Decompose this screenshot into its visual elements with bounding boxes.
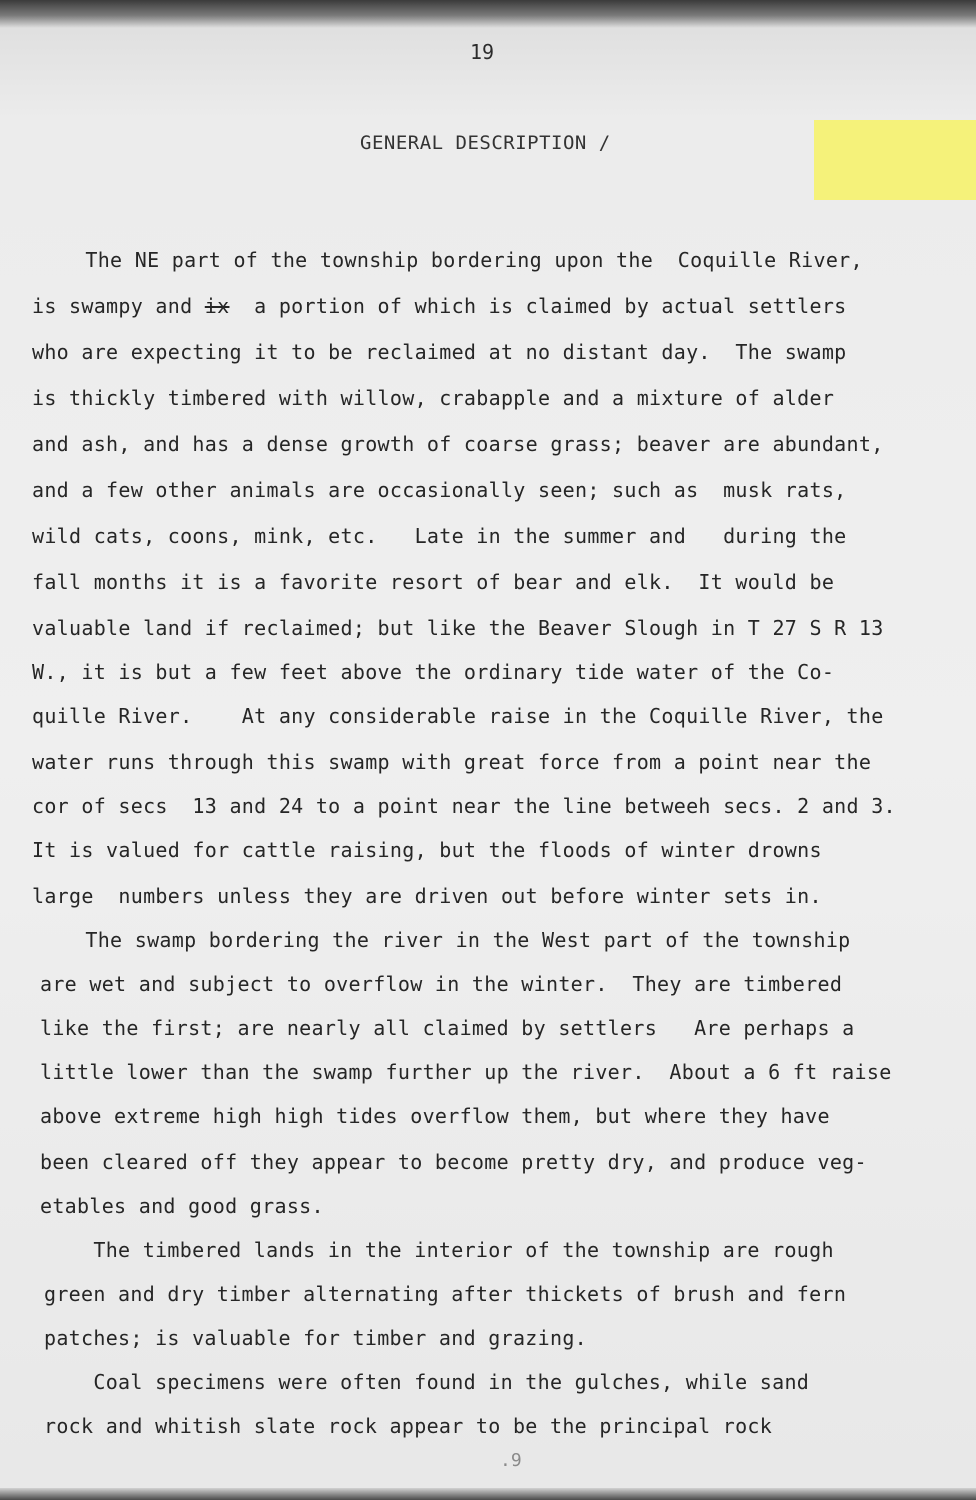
body-line: is thickly timbered with willow, crabapple and a mixture of alder (32, 386, 835, 410)
footer-mark: .9 (500, 1450, 522, 1471)
page-heading: GENERAL DESCRIPTION / (360, 132, 611, 154)
body-line: and ash, and has a dense growth of coarse grass; beaver are abundant, (32, 432, 884, 456)
body-line: cor of secs 13 and 24 to a point near the line betweeh secs. 2 and 3. (32, 794, 896, 818)
body-line: large numbers unless they are driven out before winter sets in. (32, 884, 822, 908)
body-line: wild cats, coons, mink, etc. Late in the summer and during the (32, 524, 847, 548)
body-line: like the first; are nearly all claimed by settlers Are perhaps a (40, 1016, 855, 1040)
body-line: is swampy and ix a portion of which is claimed by actual settlers (32, 294, 847, 318)
page-number: 19 (469, 40, 495, 64)
body-line: The NE part of the township bordering upon the Coquille River, (36, 248, 863, 272)
body-line: water runs through this swamp with great force from a point near the (32, 750, 872, 774)
body-line: valuable land if reclaimed; but like the Beaver Slough in T 27 S R 13 (32, 616, 884, 640)
scan-top-shadow (0, 0, 976, 28)
body-line: The swamp bordering the river in the West part of the township (36, 928, 851, 952)
body-line: patches; is valuable for timber and grazing. (44, 1326, 588, 1350)
body-line: It is valued for cattle raising, but the floods of winter drowns (32, 838, 822, 862)
body-line: been cleared off they appear to become pretty dry, and produce veg- (40, 1150, 867, 1174)
body-line: etables and good grass. (40, 1194, 324, 1218)
body-line: are wet and subject to overflow in the winter. They are timbered (40, 972, 843, 996)
body-line: who are expecting it to be reclaimed at no distant day. The swamp (32, 340, 847, 364)
body-line: above extreme high high tides overflow them, but where they have (40, 1104, 830, 1128)
body-line: quille River. At any considerable raise in the Coquille River, the (32, 704, 884, 728)
yellow-sticky-note (814, 120, 976, 200)
scan-bottom-edge (0, 1488, 976, 1500)
body-line: The timbered lands in the interior of the township are rough (44, 1238, 834, 1262)
body-line: fall months it is a favorite resort of bear and elk. It would be (32, 570, 835, 594)
body-line: and a few other animals are occasionally seen; such as musk rats, (32, 478, 847, 502)
body-line: little lower than the swamp further up the river. About a 6 ft raise (40, 1060, 892, 1084)
body-line: Coal specimens were often found in the gulches, while sand (44, 1370, 810, 1394)
body-line: green and dry timber alternating after thickets of brush and fern (44, 1282, 847, 1306)
body-line: W., it is but a few feet above the ordinary tide water of the Co- (32, 660, 835, 684)
body-line: rock and whitish slate rock appear to be the principal rock (44, 1414, 773, 1438)
struck-word: ix (204, 294, 230, 318)
